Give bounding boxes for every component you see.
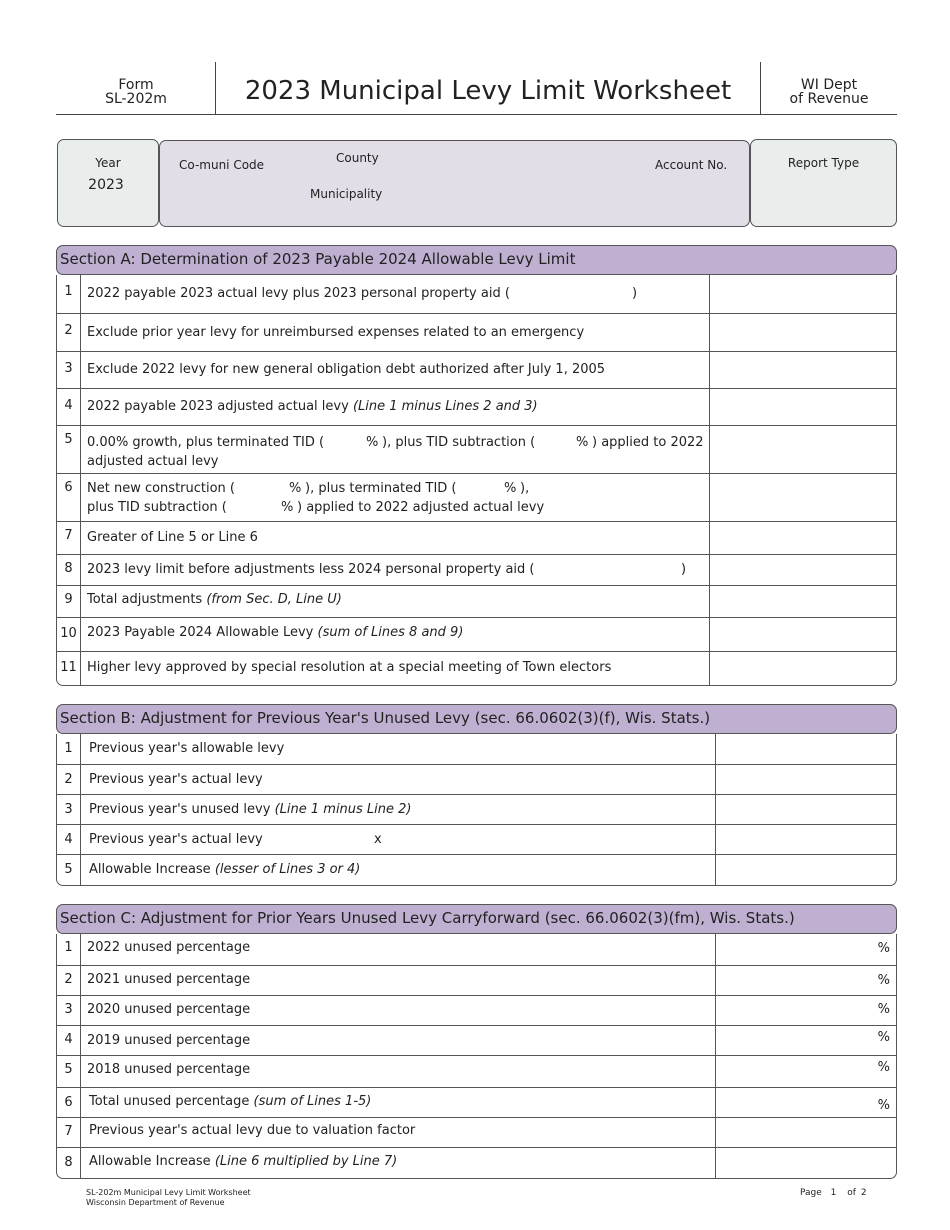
percent-sign: % [877,1098,890,1113]
percent-sign: % [877,1030,890,1045]
line-number: 2 [57,314,81,352]
year-value[interactable]: 2023 [88,177,124,193]
table-row [57,1025,896,1056]
dept-line-1: WI Dept [800,77,858,93]
line-label: Total adjustments [87,592,203,607]
line-label: adjusted actual levy [87,454,219,469]
line-label: Total unused percentage [89,1094,250,1109]
percent-sign: % [877,1060,890,1075]
line-text [89,832,706,847]
amount-field[interactable] [709,652,896,686]
line-number: 4 [57,1026,81,1056]
line-text [87,433,706,471]
table-row [57,388,896,426]
line-label: 2018 unused percentage [87,1062,251,1077]
line-number: 3 [57,996,81,1026]
amount-field[interactable] [715,825,896,855]
header-rule [56,114,897,115]
percent-field[interactable] [715,996,896,1026]
line-label: 2019 unused percentage [87,1033,251,1048]
table-row [57,1117,896,1148]
report-type-label: Report Type [787,156,860,170]
section-a-header: Section A: Determination of 2023 Payable 2024 Allowable Levy Limit [56,245,897,275]
line-number: 7 [57,522,81,555]
form-code: SL-202m [105,91,167,107]
line-text [87,479,706,517]
line-number: 5 [57,426,81,474]
table-row [57,275,896,313]
line-label: Allowable Increase [89,862,211,877]
line-label: Previous year's actual levy [89,832,263,847]
line-number: 9 [57,586,81,618]
table-row [57,824,896,855]
section-c-header: Section C: Adjustment for Prior Years Unused Levy Carryforward (sec. 66.0602(3)(fm), Wis. Stats.) [56,904,897,934]
line-label: ), plus TID subtraction ( [382,435,536,450]
line-number: 5 [57,855,81,886]
line-text [89,1094,706,1109]
percent-sign: % [289,481,302,496]
line-text [87,562,706,577]
line-label: Exclude 2022 levy for new general obligation debt authorized after July 1, 2005 [87,362,606,377]
table-row [57,965,896,996]
amount-field[interactable] [709,586,896,618]
line-label: ) applied to 2022 [592,435,704,450]
dept-line-2: of Revenue [789,91,869,107]
percent-field[interactable] [715,1026,896,1056]
line-label: plus TID subtraction ( [87,500,227,515]
line-note: (Line 6 multiplied by Line 7) [214,1154,398,1169]
table-row [57,617,896,652]
line-label: ), [520,481,530,496]
percent-sign: % [366,435,379,450]
amount-field[interactable] [715,1118,896,1148]
line-number: 1 [57,934,81,965]
line-number: 1 [57,275,81,313]
of-label: of [847,1188,856,1198]
amount-field[interactable] [709,389,896,426]
amount-field[interactable] [709,522,896,555]
line-label: 2021 unused percentage [87,972,251,987]
table-row [57,651,896,686]
percent-sign: % [504,481,517,496]
line-label: Previous year's actual levy [89,772,263,787]
table-row [57,585,896,618]
line-number: 11 [57,652,81,686]
percent-sign: % [281,500,294,515]
line-label: Allowable Increase [89,1154,211,1169]
form-label: Form [118,77,154,93]
line-note: (lesser of Lines 3 or 4) [214,862,361,877]
table-row [57,521,896,555]
line-number: 2 [57,966,81,996]
line-text [87,286,706,301]
line-number: 4 [57,389,81,426]
percent-field[interactable] [715,1056,896,1088]
section-b-table [56,734,897,886]
line-label: Higher levy approved by special resolution at a special meeting of Town electors [87,660,612,675]
amount-field[interactable] [709,314,896,352]
form-number [56,78,216,106]
table-row [57,934,896,965]
line-number: 1 [57,734,81,764]
line-label: Previous year's unused levy [89,802,271,817]
line-note: (sum of Lines 1-5) [253,1094,372,1109]
department-name [762,78,896,106]
table-row [57,1147,896,1179]
identification-box [159,140,750,227]
amount-field[interactable] [709,426,896,474]
line-label: 2022 payable 2023 actual levy plus 2023 personal property aid ( [87,286,510,301]
table-row [57,734,896,764]
line-label: ), plus terminated TID ( [305,481,457,496]
amount-field[interactable] [715,734,896,764]
amount-field[interactable] [709,474,896,522]
amount-field[interactable] [715,1148,896,1179]
line-number: 3 [57,795,81,825]
page-number: 1 [830,1188,837,1198]
line-number: 2 [57,765,81,795]
paren-close: ) [632,286,638,301]
table-row [57,1055,896,1088]
paren-close: ) [681,562,687,577]
line-text [89,1154,706,1169]
line-number: 7 [57,1118,81,1148]
percent-field[interactable] [715,934,896,965]
line-note: (Line 1 minus Lines 2 and 3) [352,399,538,414]
line-label: Exclude prior year levy for unreimbursed expenses related to an emergency [87,325,585,340]
table-row [57,313,896,352]
amount-field[interactable] [715,855,896,886]
page-label: Page [800,1188,822,1198]
page-total: 2 [860,1188,867,1198]
amount-field[interactable] [709,618,896,652]
line-number: 3 [57,352,81,389]
percent-sign: % [576,435,589,450]
line-text [87,592,706,607]
line-note: (from Sec. D, Line U) [206,592,342,607]
line-number: 6 [57,1088,81,1118]
percent-field[interactable] [715,1088,896,1118]
line-text [89,802,706,817]
line-number: 8 [57,555,81,586]
line-number: 6 [57,474,81,522]
line-label: ) applied to 2022 adjusted actual levy [297,500,545,515]
table-row [57,351,896,389]
year-label: Year [95,156,121,170]
amount-field[interactable] [715,765,896,795]
county-label: County [336,151,379,165]
amount-field[interactable] [709,275,896,313]
line-label: 0.00% growth, plus terminated TID ( [87,435,325,450]
table-row [57,794,896,825]
line-text [87,399,706,414]
multiply-sign: x [374,832,382,847]
line-label: Net new construction ( [87,481,236,496]
line-number: 8 [57,1148,81,1179]
footer-form-info [86,1188,251,1208]
page-title: 2023 Municipal Levy Limit Worksheet [244,76,732,106]
section-a-table [56,275,897,686]
section-c-table [56,934,897,1179]
page-indicator [800,1188,867,1198]
table-row [57,473,896,522]
line-text [89,862,706,877]
line-label: 2022 payable 2023 adjusted actual levy [87,399,349,414]
percent-sign: % [877,941,890,956]
percent-sign: % [877,973,890,988]
year-box [57,139,159,227]
line-label: Previous year's allowable levy [89,741,285,756]
line-label: Previous year's actual levy due to valuation factor [89,1123,416,1138]
footer-line-2: Wisconsin Department of Revenue [86,1198,225,1207]
section-b-header: Section B: Adjustment for Previous Year's Unused Levy (sec. 66.0602(3)(f), Wis. Stats.) [56,704,897,734]
line-label: 2020 unused percentage [87,1002,251,1017]
amount-field[interactable] [715,795,896,825]
municipality-label: Municipality [310,187,383,201]
table-row [57,995,896,1026]
line-note: (sum of Lines 8 and 9) [317,625,464,640]
amount-field[interactable] [709,352,896,389]
table-row [57,854,896,886]
table-row [57,425,896,474]
report-type-box [750,139,897,227]
comuni-code-label: Co-muni Code [179,158,265,172]
line-label: 2023 levy limit before adjustments less 2024 personal property aid ( [87,562,535,577]
line-number: 10 [57,618,81,652]
divider [760,62,761,114]
line-number: 4 [57,825,81,855]
table-row [57,1087,896,1118]
percent-field[interactable] [715,966,896,996]
line-label: 2023 Payable 2024 Allowable Levy [87,625,314,640]
line-text [87,625,706,640]
line-label: 2022 unused percentage [87,940,251,955]
line-number: 5 [57,1056,81,1088]
account-number-label: Account No. [655,158,728,172]
amount-field[interactable] [709,555,896,586]
percent-sign: % [877,1002,890,1017]
line-note: (Line 1 minus Line 2) [274,802,412,817]
footer-line-1: SL-202m Municipal Levy Limit Worksheet [86,1188,251,1197]
line-label: Greater of Line 5 or Line 6 [87,530,258,545]
table-row [57,764,896,795]
table-row [57,554,896,586]
